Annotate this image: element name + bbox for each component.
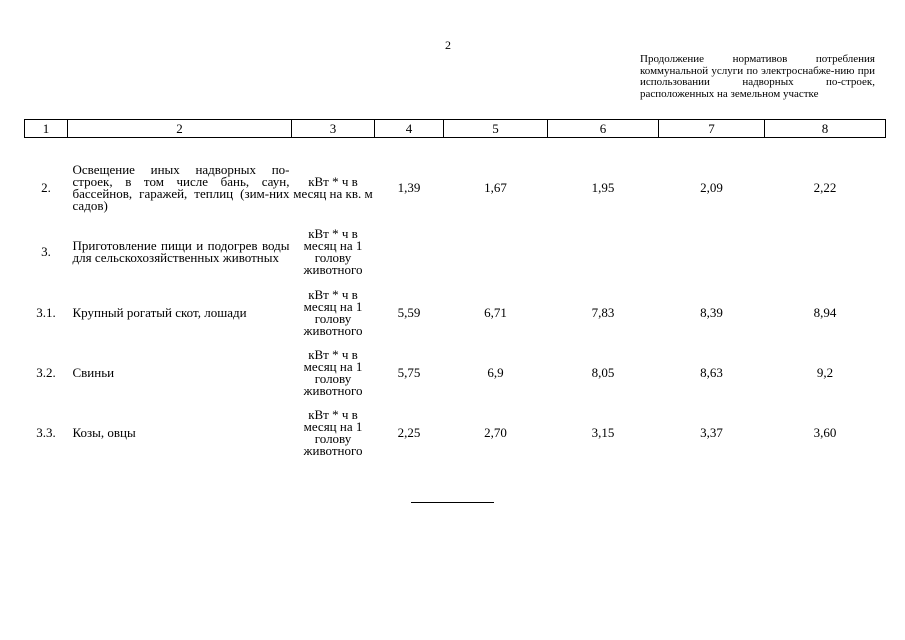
spacer-row [25, 138, 886, 155]
row-name: Приготовление пищи и подогрев воды для сельскохозяйственных животных [72, 238, 290, 265]
table-row [25, 221, 886, 283]
row-number: 3.2. [36, 365, 56, 380]
row-value: 1,95 [591, 179, 615, 195]
row-value: 3,37 [700, 425, 723, 440]
row-value: 8,63 [700, 365, 723, 380]
row-value [659, 221, 765, 283]
header-cell: 1 [25, 120, 68, 138]
row-value [444, 221, 548, 283]
row-value: 2,09 [700, 179, 723, 195]
row-number: 3. [41, 244, 51, 259]
header-cell: 4 [375, 120, 444, 138]
header-cell: 8 [765, 120, 886, 138]
row-value [548, 221, 659, 283]
table-row [25, 343, 886, 403]
header-cell: 2 [68, 120, 292, 138]
row-value [375, 221, 444, 283]
header-cell: 5 [444, 120, 548, 138]
end-divider-line [411, 502, 494, 503]
row-value: 3,60 [813, 425, 837, 440]
row-value: 8,05 [591, 365, 615, 380]
row-value: 5,59 [397, 305, 421, 320]
row-value: 8,39 [700, 305, 723, 320]
row-number: 3.3. [36, 425, 56, 440]
row-value: 2,70 [484, 425, 507, 440]
row-value: 1,39 [397, 179, 421, 195]
row-value: 3,15 [591, 425, 615, 440]
row-value: 9,2 [816, 365, 834, 380]
row-number: 2. [41, 179, 51, 195]
row-value: 7,83 [591, 305, 615, 320]
row-unit: кВт * ч в месяц на 1 голову животного [303, 347, 363, 398]
row-name: Освещение иных надворных по-строек, в том числе бань, саун, бассейнов, гаражей, теплиц (зим-них садов) [72, 161, 290, 213]
continuation-note: Продолжение нормативов потребления коммунальной услуги по электроснабже-нию при использовании надворных по-строек, расположенных на земельном участке [640, 53, 875, 100]
row-unit: кВт * ч в месяц на кв. м [293, 173, 373, 201]
table-row [25, 154, 886, 221]
row-value: 2,22 [813, 179, 837, 195]
header-cell: 3 [292, 120, 375, 138]
row-unit: кВт * ч в месяц на 1 голову животного [303, 226, 363, 277]
row-value [765, 221, 886, 283]
row-value: 1,67 [484, 179, 507, 195]
header-cell: 6 [548, 120, 659, 138]
norms-table [24, 119, 886, 463]
row-value: 5,75 [397, 365, 421, 380]
row-number: 3.1. [36, 305, 56, 320]
row-value: 6,9 [487, 365, 504, 380]
row-unit: кВт * ч в месяц на 1 голову животного [303, 287, 363, 338]
row-name: Крупный рогатый скот, лошади [72, 305, 247, 320]
table-header-row [25, 120, 886, 138]
row-unit: кВт * ч в месяц на 1 голову животного [303, 407, 363, 458]
row-value: 2,25 [397, 425, 421, 440]
table-row [25, 283, 886, 343]
table-row [25, 403, 886, 463]
header-cell: 7 [659, 120, 765, 138]
row-name: Свиньи [72, 365, 115, 380]
row-name: Козы, овцы [72, 425, 136, 440]
row-value: 6,71 [484, 305, 507, 320]
page-number: 2 [445, 38, 451, 52]
row-value: 8,94 [813, 305, 837, 320]
